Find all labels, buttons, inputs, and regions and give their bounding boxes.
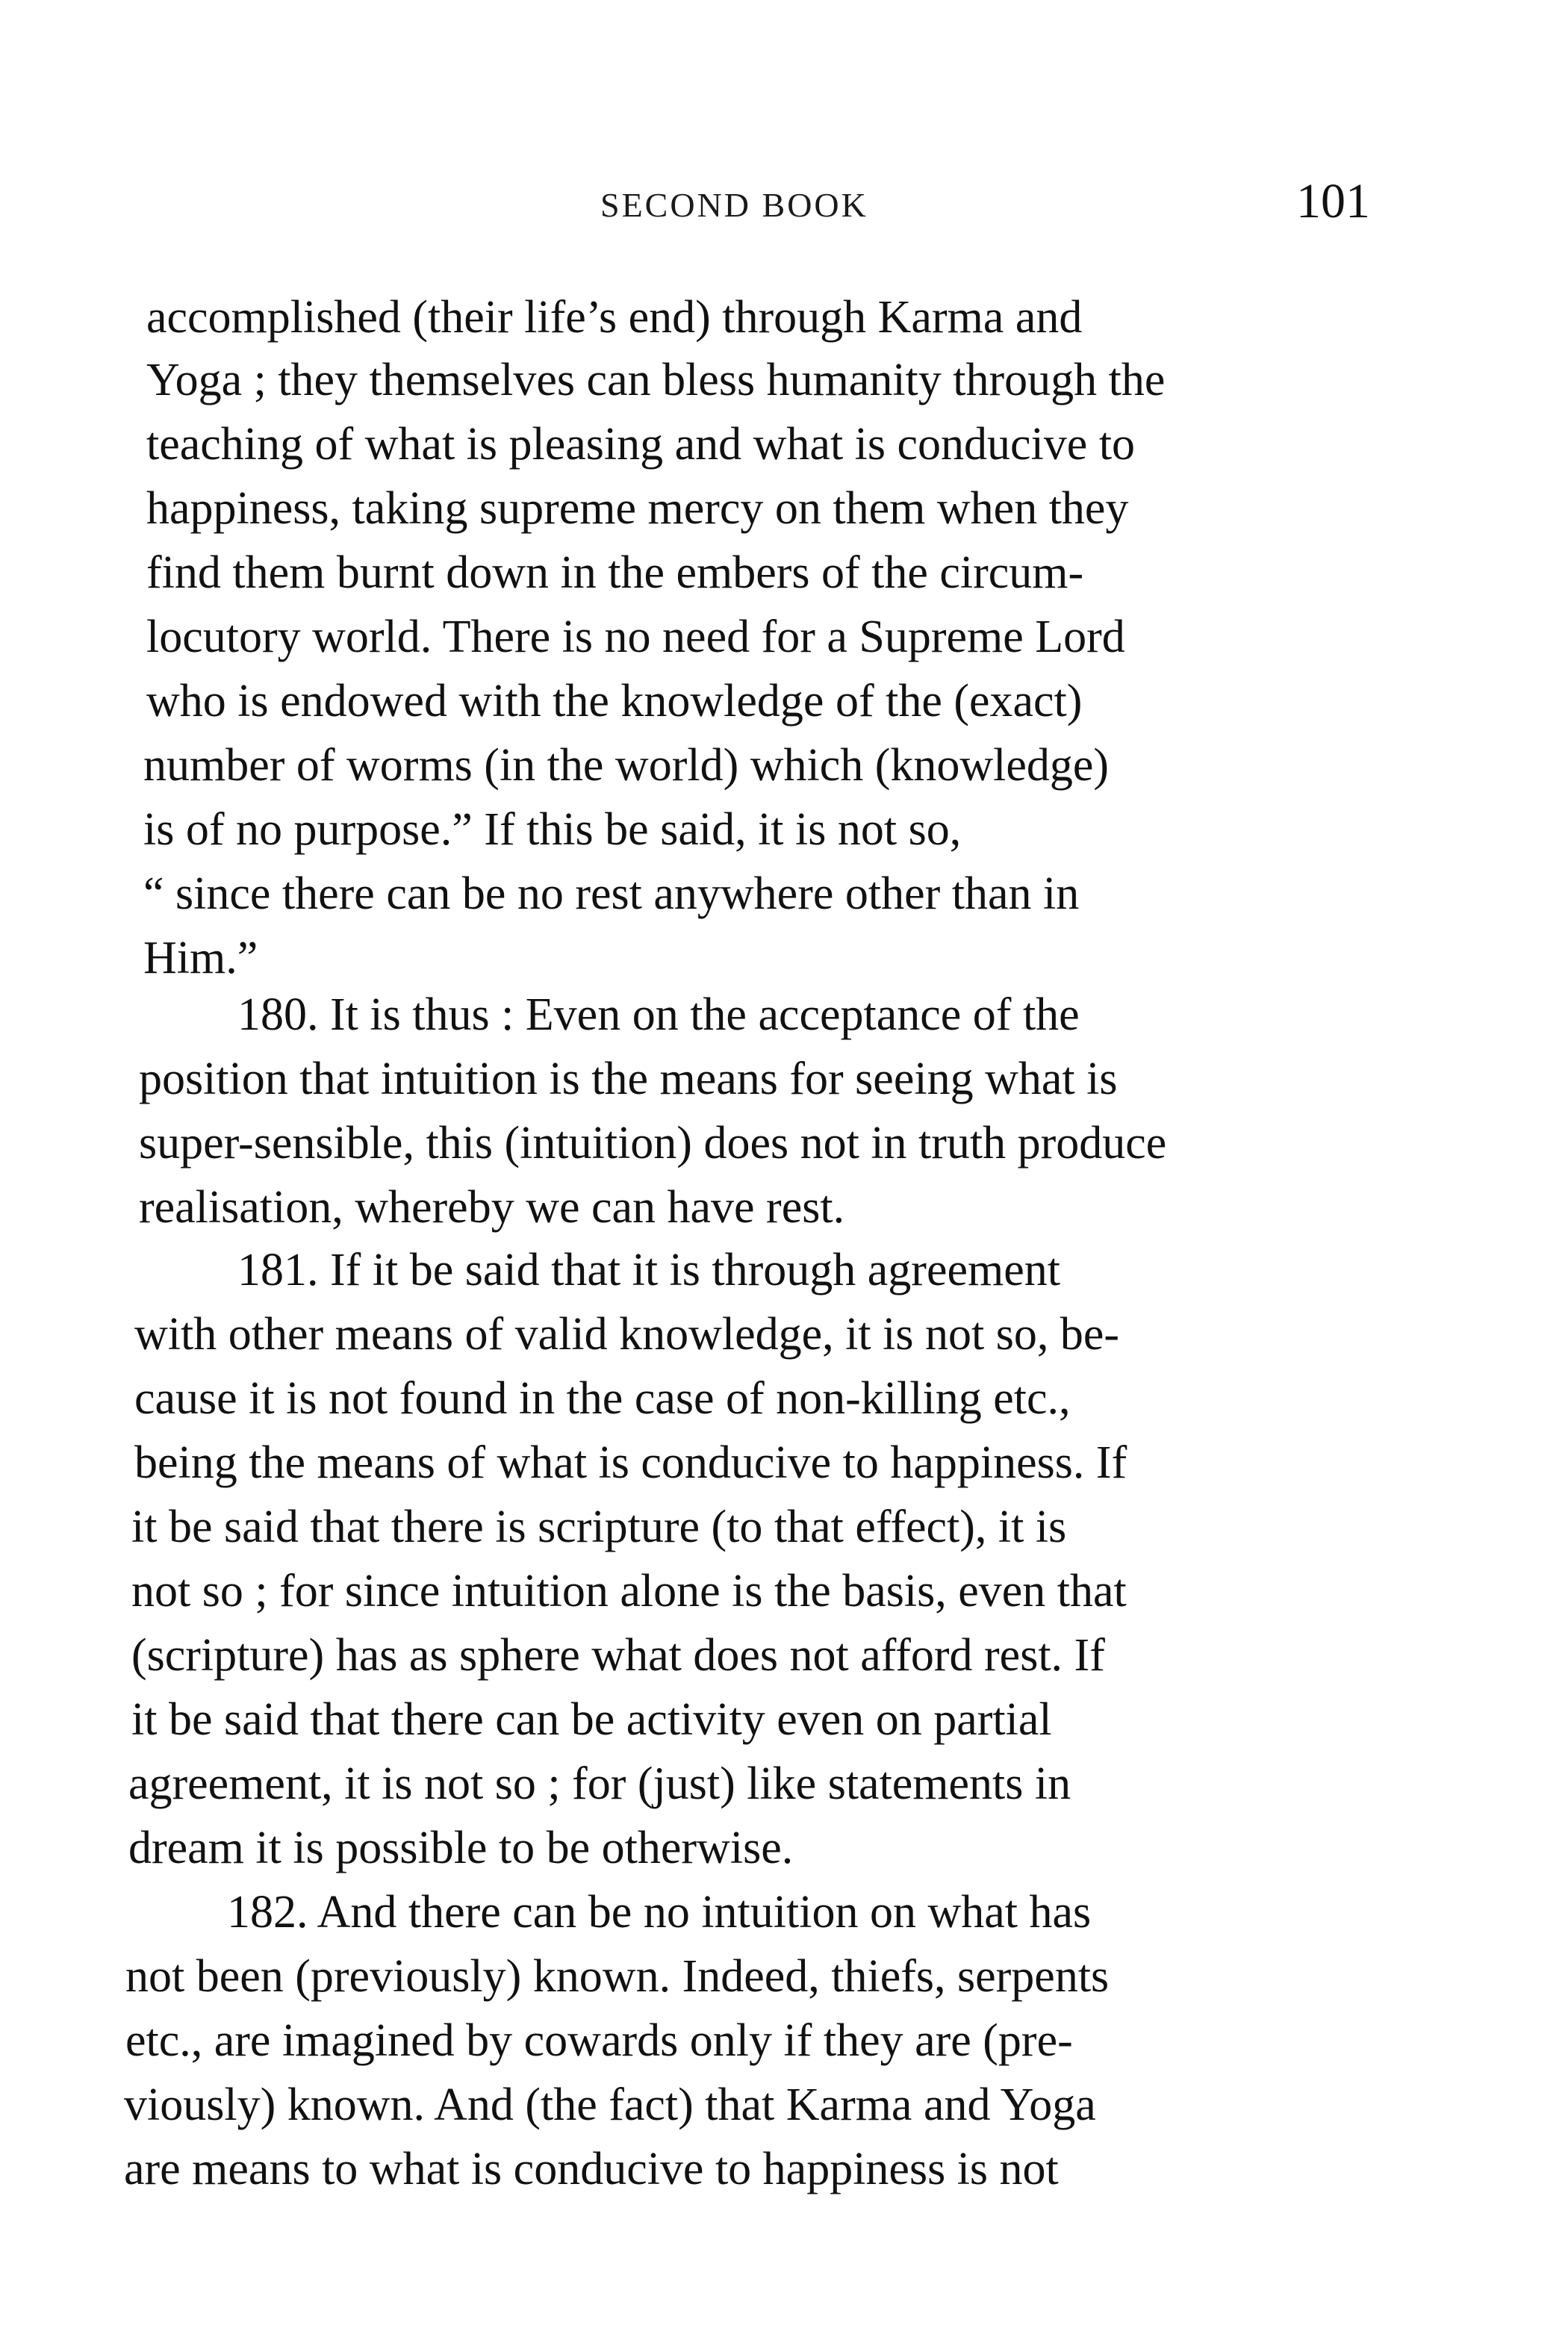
text-line: is of no purpose.” If this be said, it is not so, [143, 804, 962, 855]
text-line: find them burnt down in the embers of the circum- [146, 547, 1084, 598]
text-line: “ since there can be no rest anywhere other than in [143, 868, 1080, 919]
text-line: it be said that there can be activity even on partial [131, 1694, 1052, 1745]
text-line: (scripture) has as sphere what does not afford rest. If [131, 1630, 1105, 1681]
text-line: Him.” [143, 933, 258, 983]
text-line: dream it is possible to be otherwise. [128, 1823, 794, 1873]
text-line: agreement, it is not so ; for (just) like statements in [128, 1758, 1071, 1809]
text-line: it be said that there is scripture (to that effect), it is [131, 1502, 1067, 1552]
text-line: are means to what is conducive to happiness is not [124, 2144, 1059, 2194]
text-line: number of worms (in the world) which (knowledge) [143, 740, 1110, 791]
text-line: not been (previously) known. Indeed, thiefs, serpents [125, 1951, 1110, 2002]
running-head: SECOND BOOK [600, 186, 868, 224]
text-line: Yoga ; they themselves can bless humanity through the [146, 355, 1166, 405]
text-line: realisation, whereby we can have rest. [139, 1182, 845, 1233]
text-line: viously) known. And (the fact) that Karma and Yoga [124, 2079, 1096, 2130]
text-line: cause it is not found in the case of non-killing etc., [134, 1373, 1071, 1424]
text-line: 182. And there can be no intuition on what has [227, 1887, 1092, 1938]
text-line: accomplished (their life’s end) through Karma and [146, 292, 1083, 343]
page-number: 101 [1296, 174, 1370, 228]
text-line: being the means of what is conducive to happiness. If [134, 1437, 1127, 1488]
text-line: super-sensible, this (intuition) does not in truth produce [139, 1118, 1167, 1169]
text-line: teaching of what is pleasing and what is conducive to [146, 419, 1136, 470]
text-line: etc., are imagined by cowards only if they are (pre- [125, 2015, 1073, 2066]
text-line: with other means of valid knowledge, it is not so, be- [134, 1309, 1119, 1360]
text-line: happiness, taking supreme mercy on them when they [146, 483, 1129, 534]
text-line: locutory world. There is no need for a Supreme Lord [146, 612, 1125, 662]
text-line: not so ; for since intuition alone is the basis, even that [131, 1566, 1127, 1617]
text-line: position that intuition is the means for seeing what is [139, 1054, 1118, 1104]
text-line: 180. It is thus : Even on the acceptance of the [237, 989, 1080, 1040]
text-line: who is endowed with the knowledge of the (exact) [146, 676, 1083, 727]
text-line: 181. If it be said that it is through agreement [237, 1245, 1060, 1295]
